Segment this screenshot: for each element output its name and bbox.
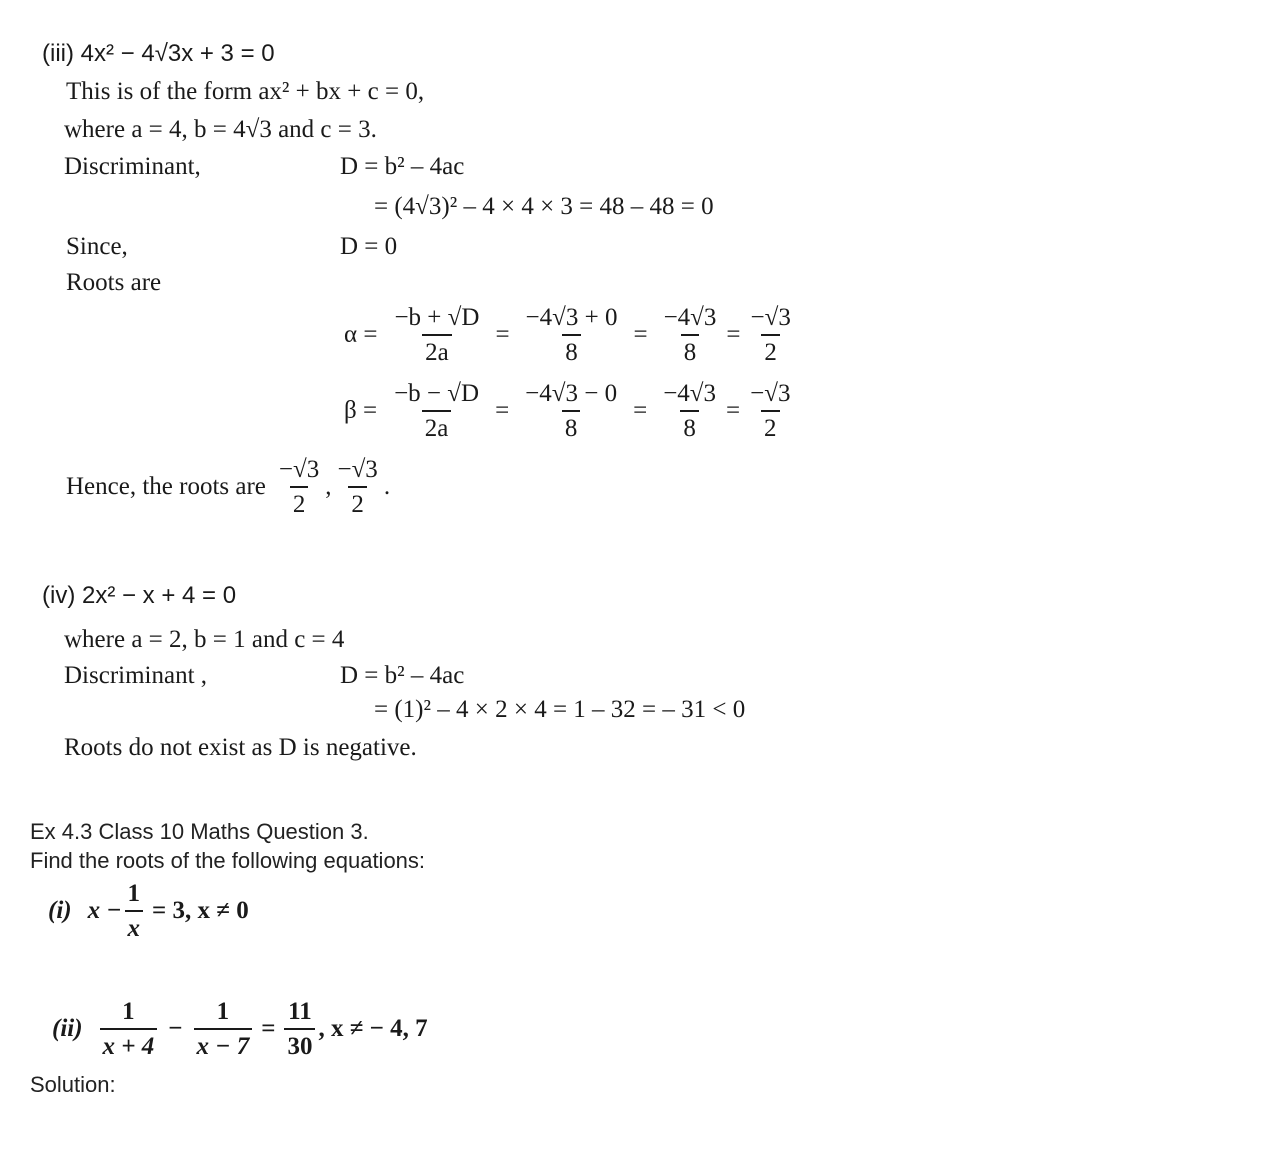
hence-period: .	[383, 473, 391, 500]
beta-fraction-3	[660, 380, 719, 442]
alpha-f3-num: −4√3	[663, 304, 717, 331]
alpha-f4-num: −√3	[750, 304, 791, 331]
beta-f1-num: −b − √D	[394, 380, 480, 407]
part-iv-disc-label: Discriminant ,	[64, 662, 208, 689]
alpha-fraction-2	[523, 304, 621, 366]
equation-ii-f1-den: x + 4	[100, 1028, 158, 1061]
part-iii-disc-calc: = (4√3)² – 4 × 4 × 3 = 48 – 48 = 0	[374, 193, 714, 220]
alpha-fraction-3	[661, 304, 720, 366]
equation-ii-fraction-2	[194, 998, 253, 1060]
equation-ii-f1-num: 1	[122, 998, 135, 1025]
alpha-f4-den: 2	[761, 334, 780, 367]
alpha-fraction-4	[748, 304, 794, 366]
part-iii-where-line: where a = 4, b = 4√3 and c = 3.	[64, 116, 377, 143]
beta-f3-num: −4√3	[663, 380, 717, 407]
equals-sign: =	[726, 397, 741, 424]
part-iii-disc-label: Discriminant,	[64, 153, 201, 180]
beta-fraction-2	[522, 380, 620, 442]
equals-sign: =	[633, 397, 648, 424]
equation-ii	[52, 998, 428, 1060]
hence-r1-num: −√3	[278, 456, 320, 483]
part-iv-where-line: where a = 2, b = 1 and c = 4	[64, 626, 345, 653]
equation-ii-label: (ii)	[52, 1015, 83, 1042]
equals-sign: =	[633, 321, 648, 348]
equation-ii-fraction-1	[100, 998, 158, 1060]
beta-f2-num: −4√3 − 0	[525, 380, 618, 407]
equation-i	[48, 880, 249, 942]
part-iii-roots-label: Roots are	[66, 269, 162, 296]
part-iv-heading: (iv) 2x² − x + 4 = 0	[42, 582, 237, 609]
alpha-equation	[344, 304, 797, 366]
beta-fraction-4	[747, 380, 793, 442]
equation-ii-f2-num: 1	[216, 998, 230, 1025]
equation-ii-f3-den: 30	[284, 1028, 315, 1061]
part-iii-form-line: This is of the form ax² + bx + c = 0,	[66, 78, 425, 105]
equation-i-fraction	[125, 880, 144, 942]
hence-comma: ,	[325, 473, 332, 500]
beta-equation	[344, 380, 796, 442]
equation-ii-fraction-3	[284, 998, 315, 1060]
equation-ii-minus: −	[168, 1015, 183, 1042]
equation-i-x: x −	[87, 897, 122, 924]
equals-sign: =	[726, 321, 741, 348]
equals-sign: =	[495, 397, 510, 424]
equation-ii-equals: =	[261, 1015, 276, 1042]
alpha-f2-num: −4√3 + 0	[525, 304, 618, 331]
beta-lhs: β =	[344, 397, 378, 424]
hence-r2-den: 2	[348, 486, 367, 519]
alpha-f3-den: 8	[681, 334, 700, 367]
question-prompt: Find the roots of the following equations:	[30, 848, 426, 873]
beta-f4-den: 2	[761, 410, 780, 443]
alpha-f2-den: 8	[562, 334, 581, 367]
part-iv-disc-calc: = (1)² – 4 × 2 × 4 = 1 – 32 = – 31 < 0	[374, 696, 746, 723]
hence-r1-den: 2	[290, 486, 309, 519]
alpha-f1-num: −b + √D	[394, 304, 480, 331]
beta-fraction-1	[391, 380, 482, 442]
beta-f1-den: 2a	[422, 410, 452, 443]
solution-label: Solution:	[30, 1072, 116, 1097]
alpha-fraction-1	[391, 304, 482, 366]
alpha-f1-den: 2a	[422, 334, 452, 367]
equation-ii-f3-num: 11	[288, 998, 312, 1025]
beta-f3-den: 8	[680, 410, 699, 443]
part-iv-conclusion: Roots do not exist as D is negative.	[64, 734, 417, 761]
hence-label: Hence, the roots are	[66, 473, 266, 500]
beta-f2-den: 8	[562, 410, 581, 443]
part-iii-disc-formula: D = b² – 4ac	[340, 153, 465, 180]
equation-ii-rest: , x ≠ − 4, 7	[318, 1015, 428, 1042]
alpha-lhs: α =	[344, 321, 378, 348]
part-iii-heading: (iii) 4x² − 4√3x + 3 = 0	[42, 40, 275, 67]
equation-i-label: (i)	[48, 897, 72, 924]
hence-root-2	[334, 456, 380, 518]
part-iii-since-label: Since,	[66, 233, 128, 260]
beta-f4-num: −√3	[750, 380, 791, 407]
equation-ii-f2-den: x − 7	[194, 1028, 253, 1061]
question-title: Ex 4.3 Class 10 Maths Question 3.	[30, 819, 369, 844]
part-iii-since-value: D = 0	[340, 233, 398, 260]
equation-i-den: x	[125, 910, 144, 943]
equation-i-rest: = 3, x ≠ 0	[152, 897, 249, 924]
hence-r2-num: −√3	[337, 456, 378, 483]
part-iii-hence-line	[66, 456, 390, 518]
part-iv-disc-formula: D = b² – 4ac	[340, 662, 465, 689]
hence-root-1	[276, 456, 322, 518]
equals-sign: =	[495, 321, 510, 348]
equation-i-num: 1	[127, 880, 141, 907]
